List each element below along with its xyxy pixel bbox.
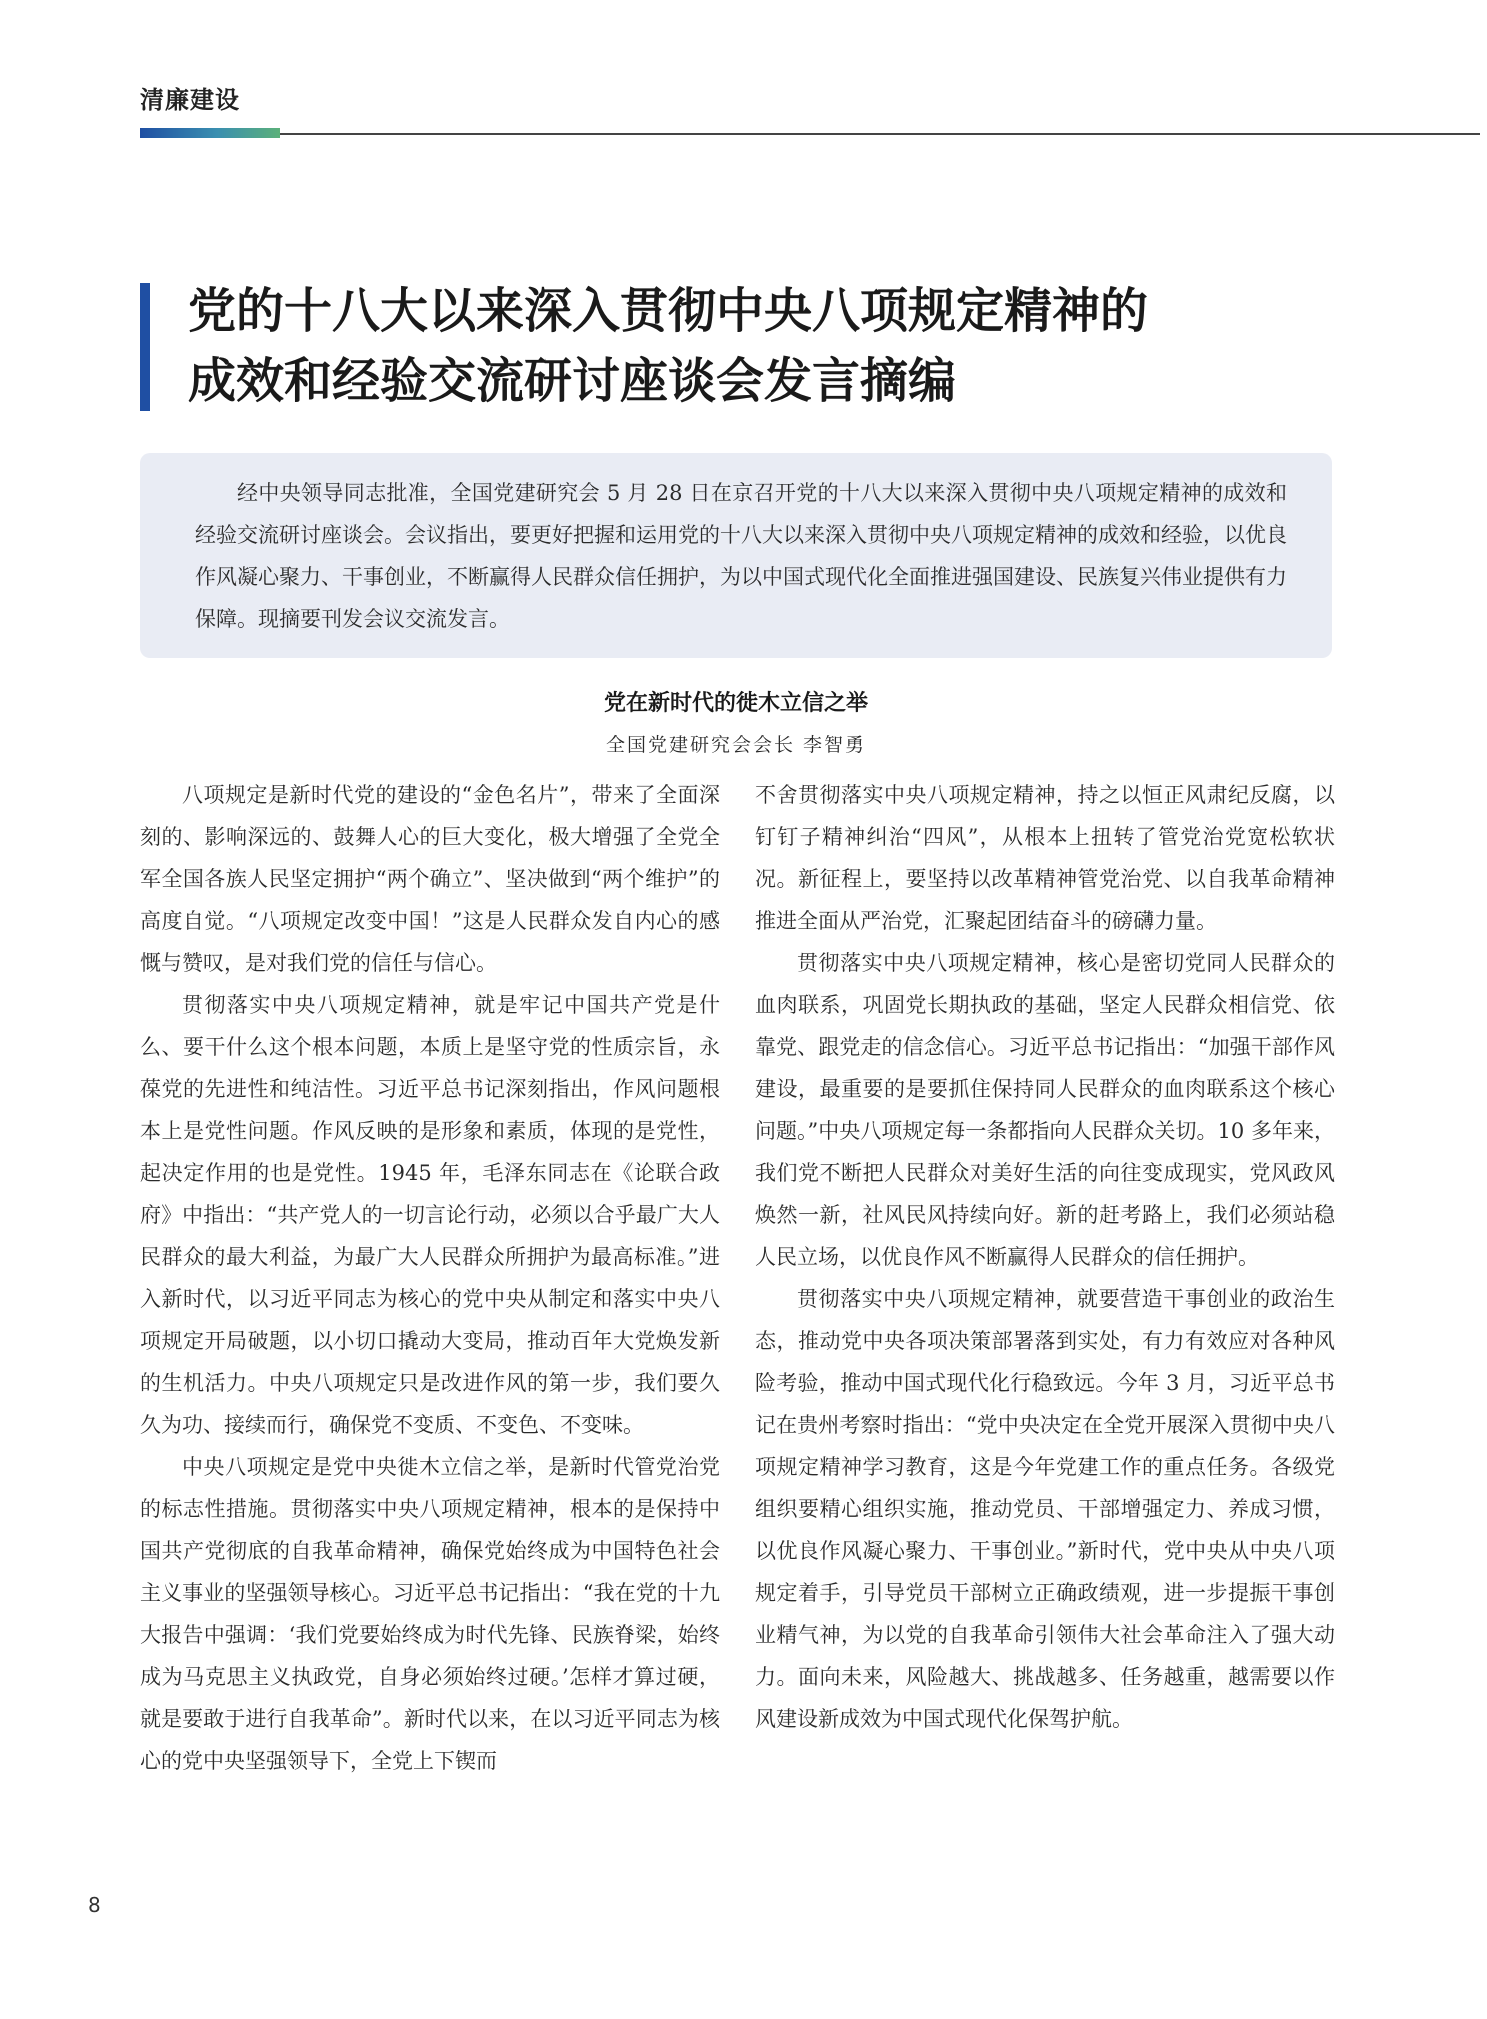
title-accent-bar — [140, 283, 150, 411]
body-paragraph: 八项规定是新时代党的建设的“金色名片”，带来了全面深刻的、影响深远的、鼓舞人心的巨大变化，极大增强了全党全军全国各族人民坚定拥护“两个确立”、坚决做到“两个维护”的高度自觉。“八项规定改变中国！”这是人民群众发自内心的感慨与赞叹，是对我们党的信任与信心。 — [140, 783, 720, 975]
article-heading: 党在新时代的徙木立信之举 — [603, 691, 868, 716]
right-column — [755, 774, 1335, 1740]
body-paragraph: 中央八项规定是党中央徙木立信之举，是新时代管党治党的标志性措施。贯彻落实中央八项规定精神，根本的是保持中国共产党彻底的自我革命精神，确保党始终成为中国特色社会主义事业的坚强领导核心。习近平总书记指出：“我在党的十九大报告中强调：‘我们党要始终成为时代先锋、民族脊梁，始终成为马克思主义执政党，自身必须始终过硬。’怎样才算过硬，就是要敢于进行自我革命”。新时代以来，在以习近平同志为核心的党中央坚强领导下，全党上下锲而 — [140, 1455, 720, 1773]
page-number: 8 — [88, 1893, 101, 1917]
body-paragraph: 贯彻落实中央八项规定精神，就是牢记中国共产党是什么、要干什么这个根本问题，本质上是坚守党的性质宗旨，永葆党的先进性和纯洁性。习近平总书记深刻指出，作风问题根本上是党性问题。作风反映的是形象和素质，体现的是党性，起决定作用的也是党性。1945 年，毛泽东同志在《论联合政府》中指出：“共产党人的一切言论行动，必须以合乎最广大人民群众的最大利益，为最广大人民群众所拥护为最高标准。”进入新时代，以习近平同志为核心的党中央从制定和落实中央八项规定开局破题，以小切口撬动大变局，推动百年大党焕发新的生机活力。中央八项规定只是改进作风的第一步，我们要久久为功、接续而行，确保党不变质、不变色、不变味。 — [140, 993, 720, 1437]
article-title — [188, 276, 1388, 416]
title-line-2: 成效和经验交流研讨座谈会发言摘编 — [188, 353, 957, 409]
article-byline: 全国党建研究会会长 李智勇 — [605, 734, 867, 756]
body-paragraph: 贯彻落实中央八项规定精神，就要营造干事创业的政治生态，推动党中央各项决策部署落到实处，有力有效应对各种风险考验，推动中国式现代化行稳致远。今年 3 月，习近平总书记在贵州考察时指出：“党中央决定在全党开展深入贯彻中央八项规定精神学习教育，这是今年党建工作的重点任务。各级党组织要精心组织实施，推动党员、干部增强定力、养成习惯，以优良作风凝心聚力、干事创业。”新时代，党中央从中央八项规定着手，引导党员干部树立正确政绩观，进一步提振干事创业精气神，为以党的自我革命引领伟大社会革命注入了强大动力。面向未来，风险越大、挑战越多、任务越重，越需要以作风建设新成效为中国式现代化保驾护航。 — [755, 1287, 1335, 1731]
body-paragraph: 贯彻落实中央八项规定精神，核心是密切党同人民群众的血肉联系，巩固党长期执政的基础，坚定人民群众相信党、依靠党、跟党走的信念信心。习近平总书记指出：“加强干部作风建设，最重要的是要抓住保持同人民群众的血肉联系这个核心问题。”中央八项规定每一条都指向人民群众关切。10 多年来，我们党不断把人民群众对美好生活的向往变成现实，党风政风焕然一新，社风民风持续向好。新的赶考路上，我们必须站稳人民立场，以优良作风不断赢得人民群众的信任拥护。 — [755, 951, 1335, 1269]
body-paragraph-continued: 不舍贯彻落实中央八项规定精神，持之以恒正风肃纪反腐，以钉钉子精神纠治“四风”，从根本上扭转了管党治党宽松软状况。新征程上，要坚持以改革精神管党治党、以自我革命精神推进全面从严治党，汇聚起团结奋斗的磅礴力量。 — [755, 783, 1335, 933]
header-rule — [280, 133, 1480, 135]
left-column — [140, 774, 720, 1782]
title-line-1: 党的十八大以来深入贯彻中央八项规定精神的 — [188, 283, 1149, 339]
lead-paragraph: 经中央领导同志批准，全国党建研究会 5 月 28 日在京召开党的十八大以来深入贯彻中央八项规定精神的成效和经验交流研讨座谈会。会议指出，要更好把握和运用党的十八大以来深入贯彻中央八项规定精神的成效和经验，以优良作风凝心聚力、干事创业，不断赢得人民群众信任拥护，为以中国式现代化全面推进强国建设、民族复兴伟业提供有力保障。现摘要刊发会议交流发言。 — [195, 481, 1287, 631]
section-label: 清廉建设 — [140, 86, 240, 114]
header-accent-bar — [140, 128, 280, 138]
